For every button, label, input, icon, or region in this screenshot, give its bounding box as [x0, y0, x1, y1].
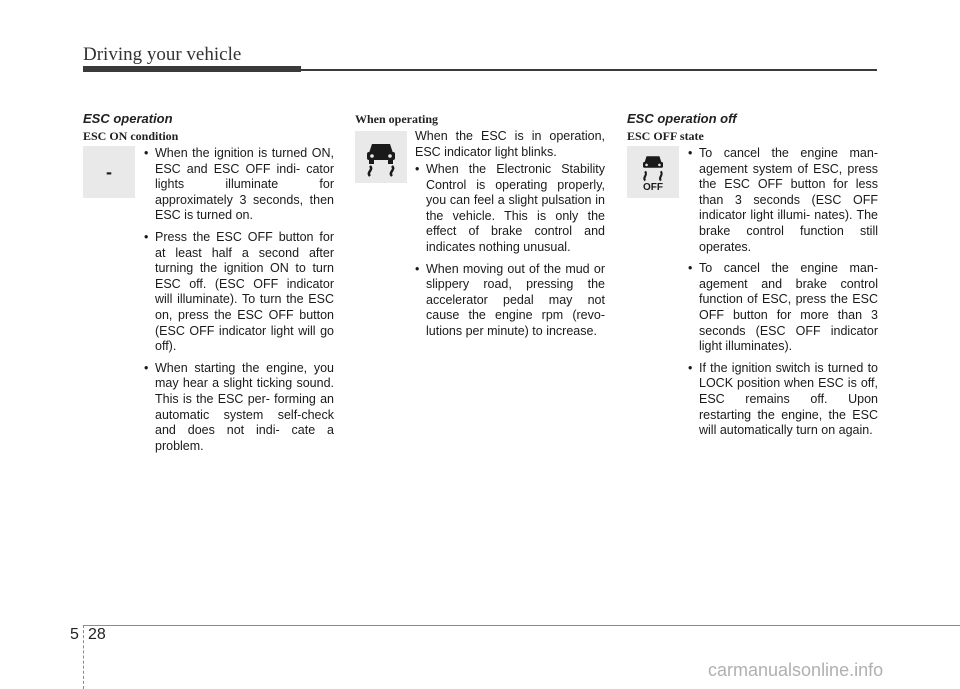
- subhead-when-operating: When operating: [355, 112, 439, 126]
- when-operating-bullet-list: [415, 162, 605, 346]
- list-item: • To cancel the engine man- agement and brake control function of ESC, press the ESC OFF button for more than 3 seconds (ESC OFF indicator light illuminates).: [688, 261, 878, 355]
- esc-off-bullet-list: [688, 146, 878, 445]
- list-item: • Press the ESC OFF button for at least half a second after turning the ignition ON to turn ESC off. (ESC OFF indicator will illuminate). To turn the ESC on, press the ESC OFF button (ESC OFF indicator light will go off).: [144, 230, 334, 355]
- list-item: • When moving out of the mud or slippery road, pressing the accelerator pedal may not cause the engine rpm (revo- lutions per minute) to increase.: [415, 262, 605, 340]
- esc-indicator-icon-box: [355, 131, 407, 183]
- section-title-esc-operation-off: ESC operation off: [627, 111, 737, 126]
- footer-divider: [83, 625, 85, 689]
- esc-off-indicator-icon-box: [627, 146, 679, 198]
- header-rule-thin: [301, 69, 877, 71]
- esc-on-bullet-list: [144, 146, 334, 460]
- dash-indicator-label: -: [106, 161, 112, 182]
- esc-off-skidding-car-icon: [638, 152, 668, 182]
- esc-skidding-car-icon: [360, 136, 402, 178]
- subhead-esc-off-state: ESC OFF state: [627, 129, 704, 143]
- header-rule-thick: [83, 66, 301, 72]
- page-header-title: Driving your vehicle: [83, 44, 242, 65]
- off-indicator-label: OFF: [643, 181, 663, 193]
- watermark-text: carmanualsonline.info: [708, 660, 884, 680]
- esc-indicator-dash-box: [83, 146, 135, 198]
- section-title-esc-operation: ESC operation: [83, 111, 173, 126]
- list-item: • To cancel the engine man- agement system of ESC, press the ESC OFF button for less than 3 seconds (ESC OFF indicator light illumi- nates). The brake control function still operates.: [688, 146, 878, 255]
- list-item: • If the ignition switch is turned to LOCK position when ESC is off, ESC remains off. Upon restarting the engine, the ESC will automatically turn on again.: [688, 361, 878, 439]
- subhead-esc-on-condition: ESC ON condition: [83, 129, 179, 143]
- list-item: • When starting the engine, you may hear a slight ticking sound. This is the ESC per- forming an automatic system self-check and does not indi- cate a problem.: [144, 361, 334, 455]
- list-item: • When the Electronic Stability Control is operating properly, you can feel a slight pulsation in the vehicle. This is only the effect of brake control and indicates nothing unusual.: [415, 162, 605, 256]
- chapter-number: 5: [70, 626, 79, 643]
- list-item: • When the ignition is turned ON, ESC and ESC OFF indi- cator lights illuminate for approximately 3 seconds, then ESC is turned on.: [144, 146, 334, 224]
- page-number: 28: [88, 626, 106, 643]
- footer-rule: [83, 625, 960, 626]
- when-operating-intro: When the ESC is in operation, ESC indicator light blinks.: [415, 129, 605, 159]
